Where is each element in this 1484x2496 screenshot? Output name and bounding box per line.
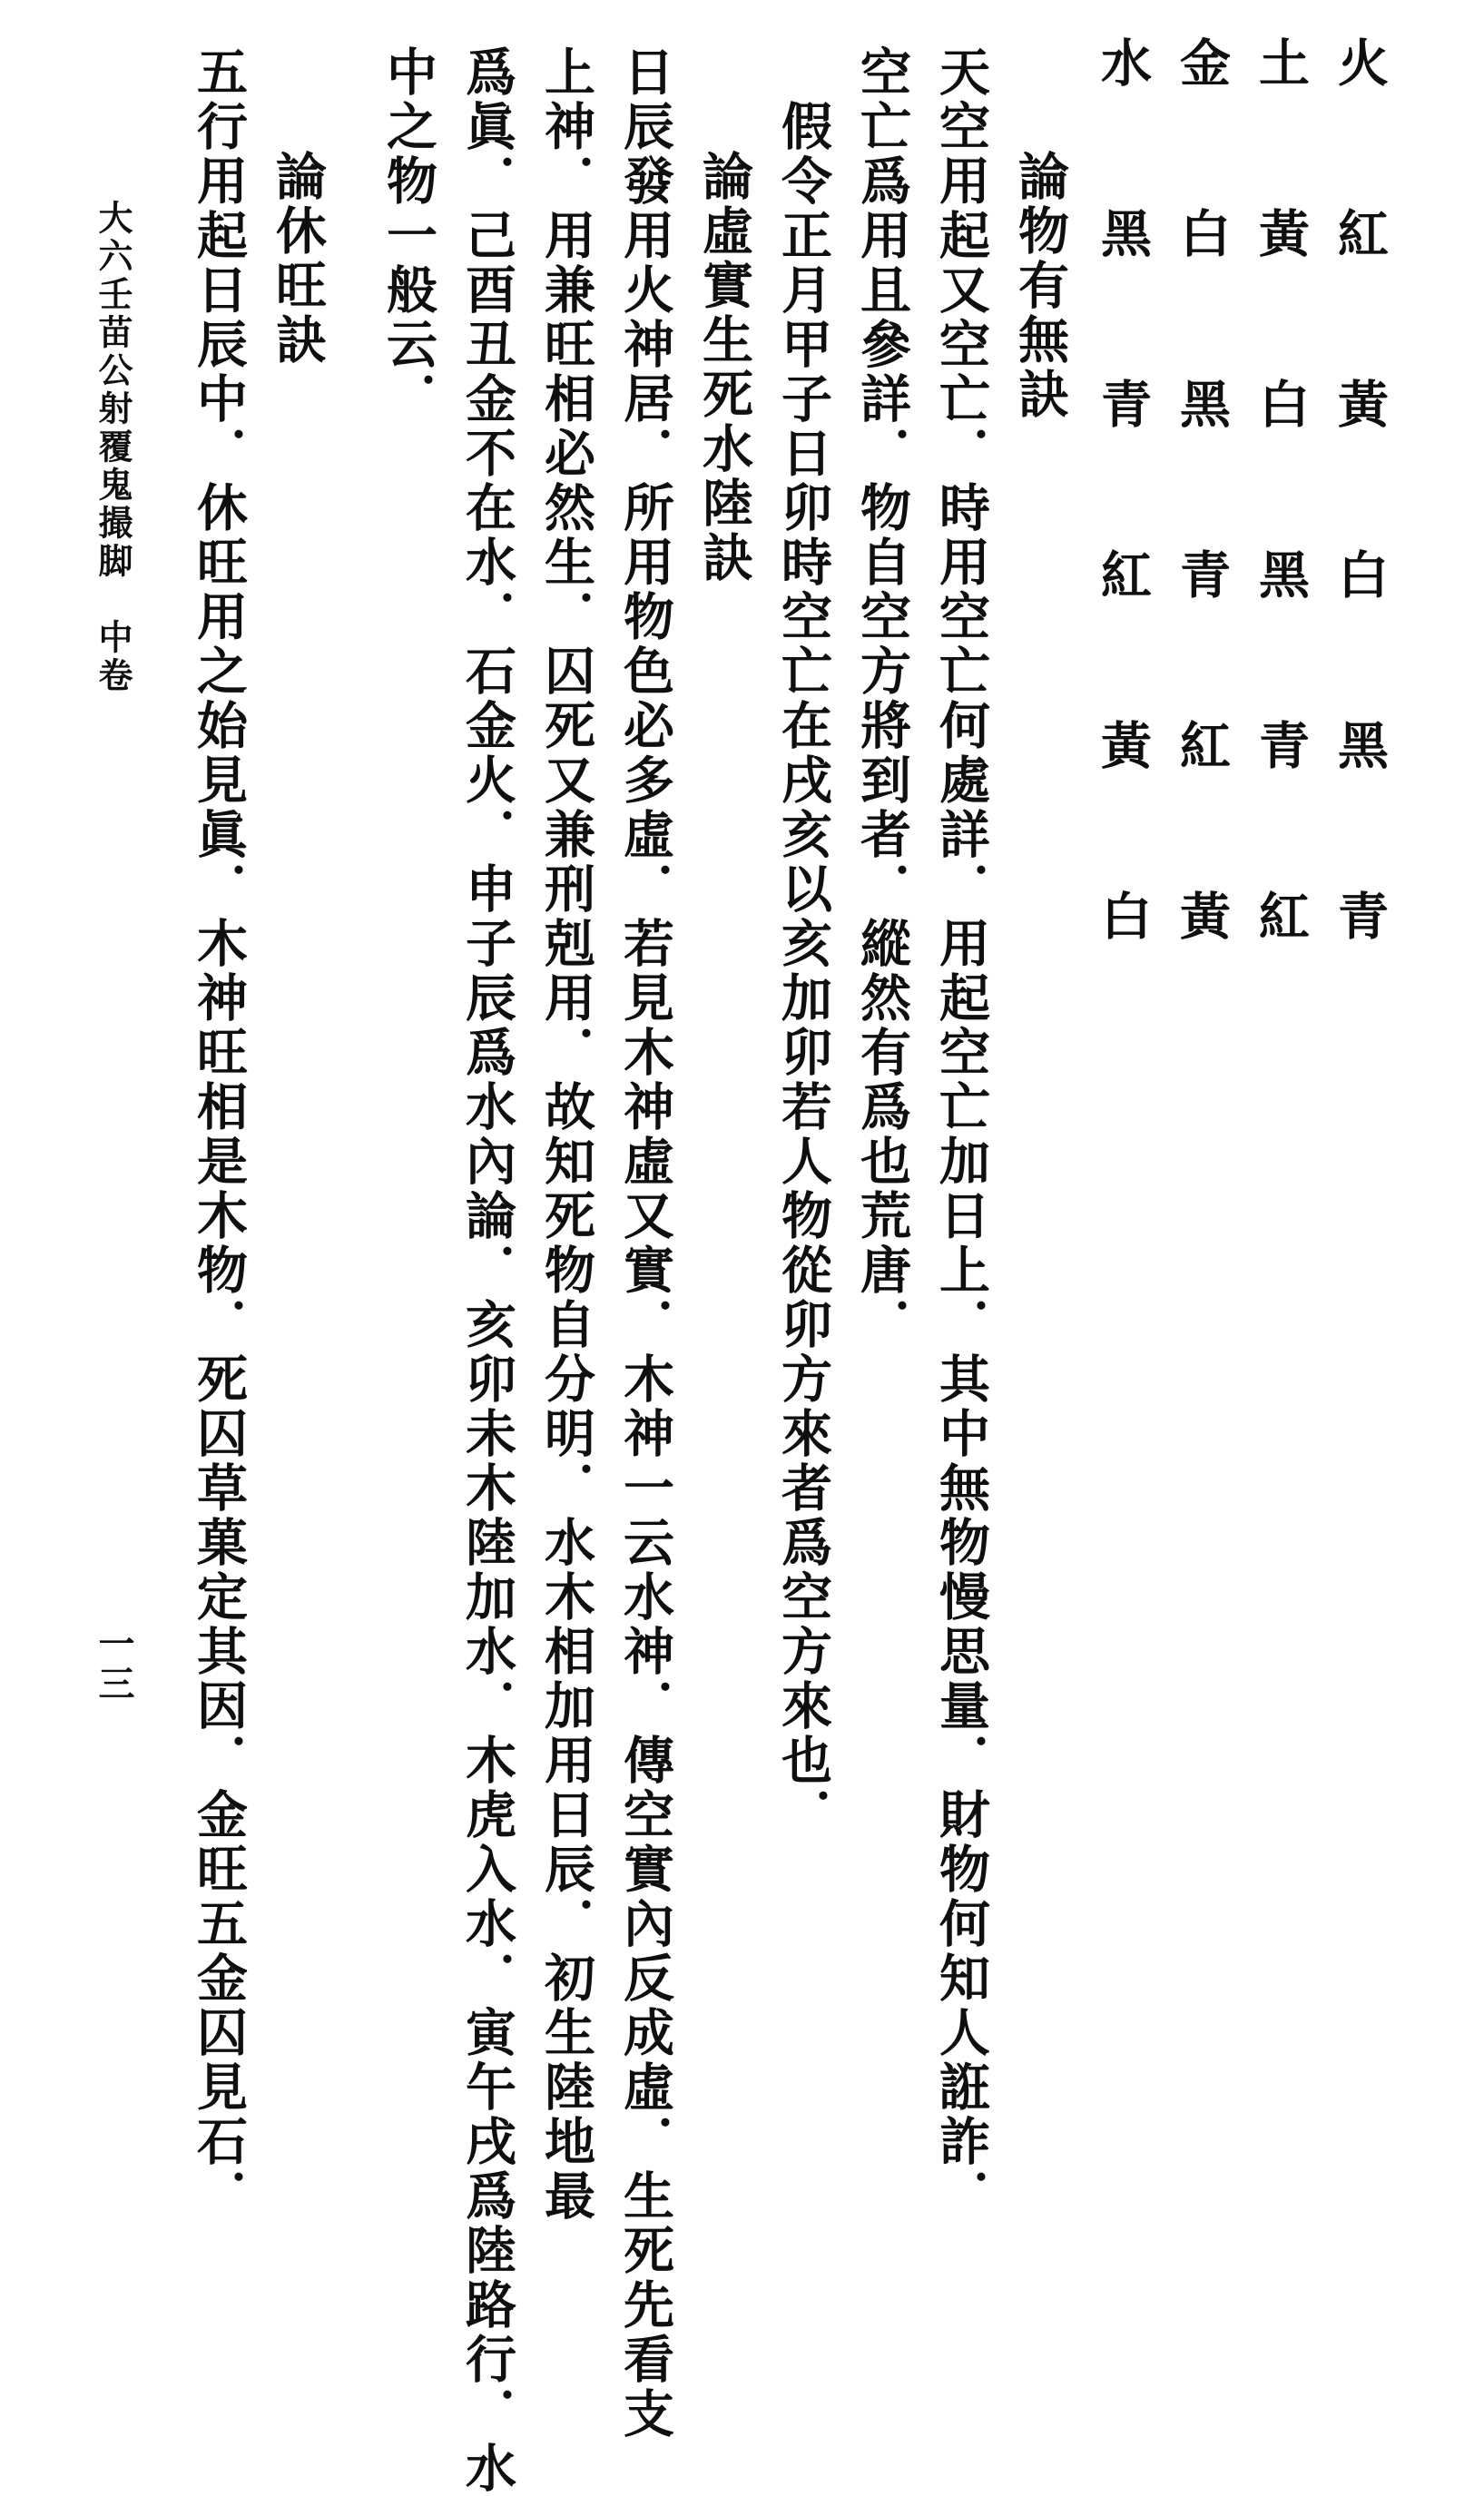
page-number: 一三 [93, 1625, 134, 1705]
book-title: 大六壬苗公射覆鬼撮脚 中卷 [93, 200, 133, 695]
text-column: 日辰發用火神居．所用物色必多虛．若見木神虛又實．木神一云水神．傳空實內反成虛．生死先看支 [615, 45, 675, 2442]
text-column: 假令正月甲子日卯時空亡在戌亥以亥加卯若人物從卯方來者爲空方來也． [773, 100, 833, 1843]
text-column: 空亡爲用且參詳．物自空方將到者．縱然有爲也荒唐． [852, 45, 912, 1352]
color-row-metal: 金 白 黑 青 紅 黃 [1172, 36, 1232, 940]
color-row-fire: 火 紅 黃 白 黑 青 [1330, 36, 1390, 940]
color-row-earth: 土 黃 白 黑 青 紅 [1251, 36, 1311, 940]
section-title-xushi: 論虛實生死水陸訣 [694, 150, 754, 585]
text-column: 天空用起又空亡．時用空亡何處詳．用起空亡加日上．其中無物慢思量．財物何知人誑詐． [931, 45, 991, 2224]
text-column: 中之物一般云． [378, 45, 438, 427]
section-title-wu: 論物有無訣 [1010, 150, 1070, 422]
text-column: 五行用起日辰中．休旺用之始見眞．木神旺相是木物．死囚草菓定其因．金旺五金囚見石． [189, 45, 249, 2224]
section-title-xiuwang: 論休旺訣 [268, 150, 328, 368]
color-row-water: 水 黑 青 紅 黃 白 [1093, 36, 1153, 940]
text-column: 爲眞．己酉丑金不在水．石金火．申子辰爲水內論．亥卯未木陸加水．木虎入水．寅午戌爲陸路行．水 [457, 45, 517, 2496]
text-column: 上神．用兼旺相必然生．囚死又兼刑剋用．故知死物自分明．水木相加用日辰．初生陸地最 [536, 45, 596, 2224]
